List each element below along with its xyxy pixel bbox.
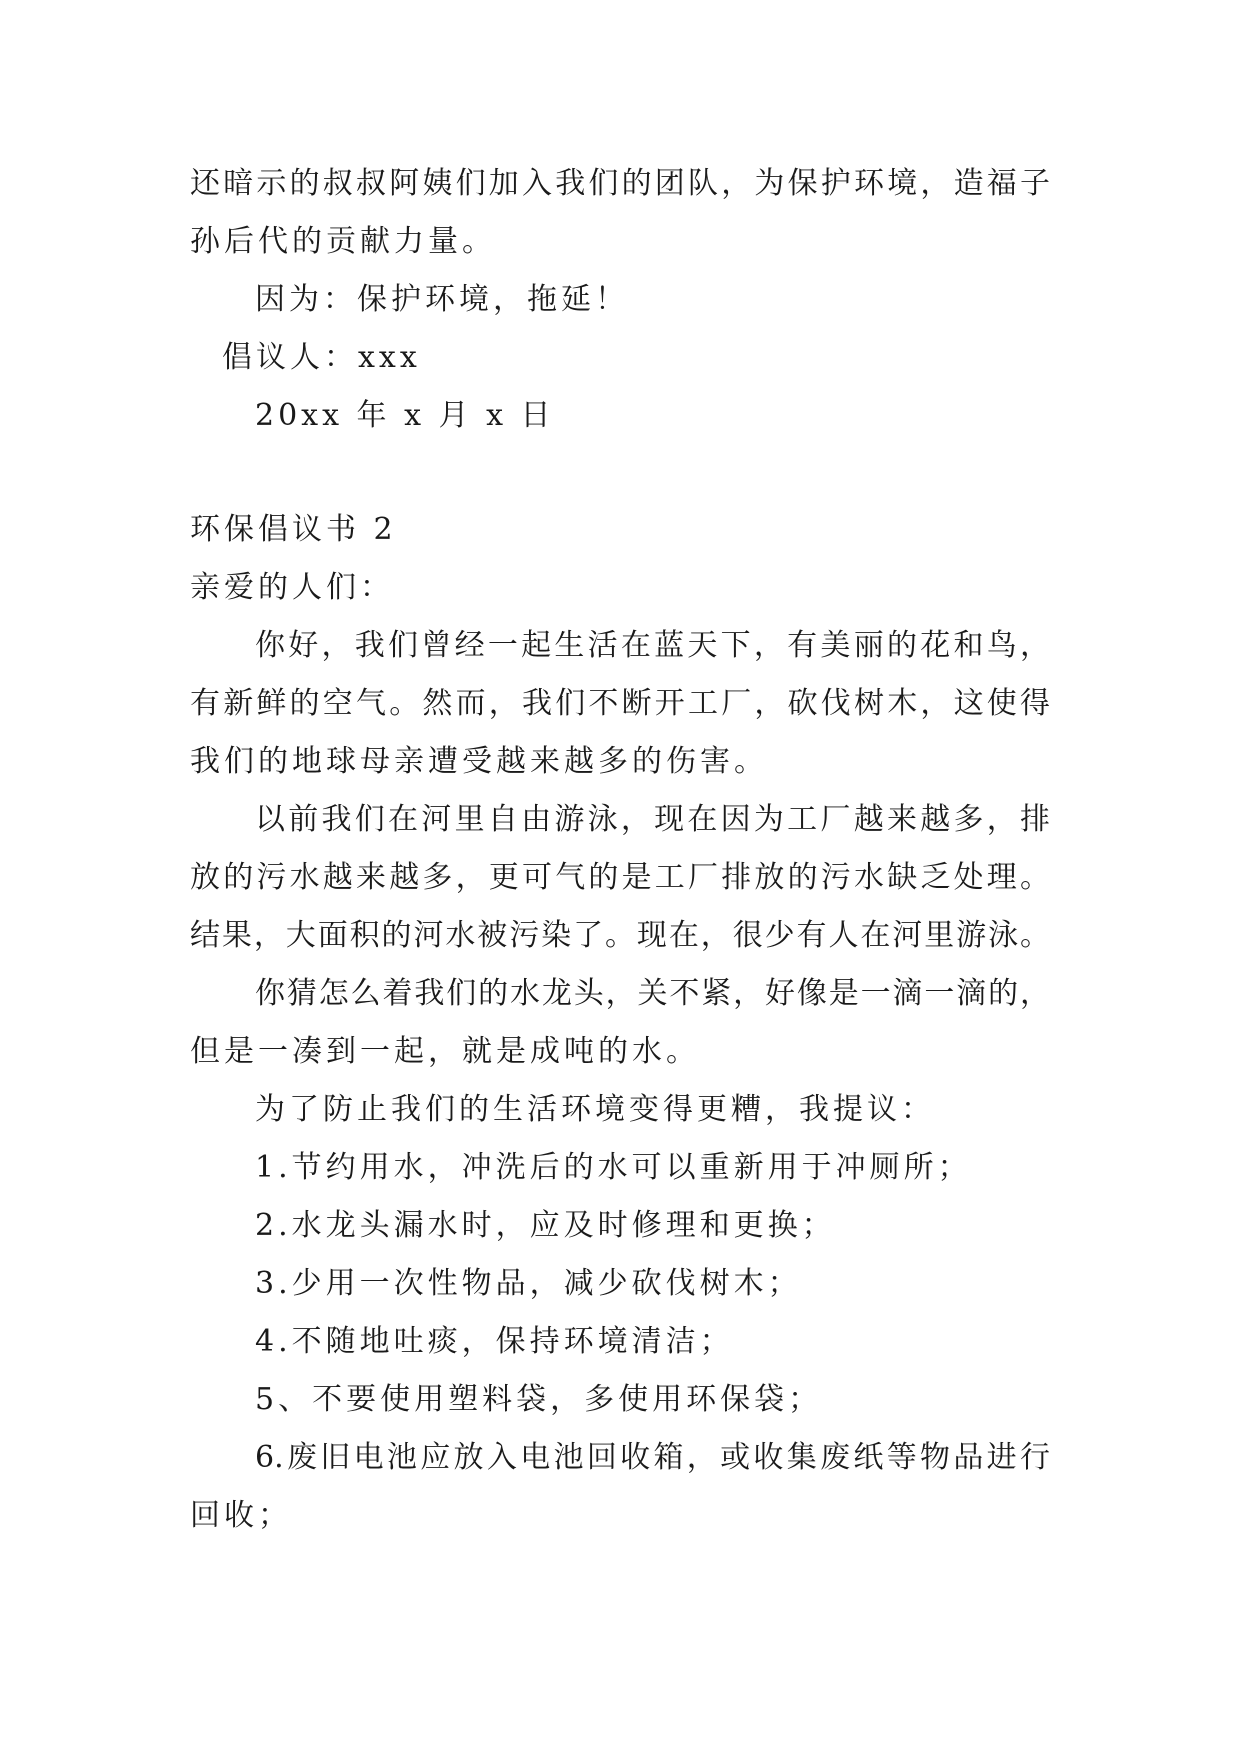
paragraph-line: 以前我们在河里自由游泳，现在因为工厂越来越多，排 (255, 802, 1050, 837)
proposal-item: 1.节约用水，冲洗后的水可以重新用于冲厕所； (255, 1150, 972, 1185)
proposal-item: 3.少用一次性物品，减少砍伐树木； (255, 1266, 802, 1301)
proposal-item-continuation: 回收； (190, 1498, 292, 1533)
paragraph-line: 我们的地球母亲遭受越来越多的伤害。 (190, 744, 768, 779)
proposal-item: 6.废旧电池应放入电池回收箱，或收集废纸等物品进行 (255, 1440, 1050, 1475)
section-title: 环保倡议书 2 (190, 512, 397, 547)
paragraph-line: 放的污水越来越多，更可气的是工厂排放的污水缺乏处理。 (190, 860, 1050, 895)
proposal-intro: 为了防止我们的生活环境变得更糟，我提议： (255, 1092, 935, 1127)
proposal-item: 2.水龙头漏水时，应及时修理和更换； (255, 1208, 836, 1243)
proposal-item: 5、不要使用塑料袋，多使用环保袋； (255, 1382, 823, 1417)
date-line: 20xx 年 x 月 x 日 (255, 398, 555, 433)
proposal-item: 4.不随地吐痰，保持环境清洁； (255, 1324, 734, 1359)
paragraph-line: 还暗示的叔叔阿姨们加入我们的团队，为保护环境，造福子 (190, 166, 1050, 201)
paragraph-line: 你猜怎么着我们的水龙头，关不紧，好像是一滴一滴的， (255, 976, 1050, 1011)
closing-slogan: 因为：保护环境，拖延！ (255, 282, 629, 317)
paragraph-line: 但是一凑到一起，就是成吨的水。 (190, 1034, 700, 1069)
initiator-line: 倡议人：xxx (222, 340, 421, 375)
paragraph-line: 你好，我们曾经一起生活在蓝天下，有美丽的花和鸟， (255, 628, 1050, 663)
paragraph-line: 有新鲜的空气。然而，我们不断开工厂，砍伐树木，这使得 (190, 686, 1050, 721)
salutation: 亲爱的人们： (190, 570, 394, 605)
paragraph-line: 结果，大面积的河水被污染了。现在，很少有人在河里游泳。 (190, 918, 1050, 953)
paragraph-line: 孙后代的贡献力量。 (190, 224, 496, 259)
